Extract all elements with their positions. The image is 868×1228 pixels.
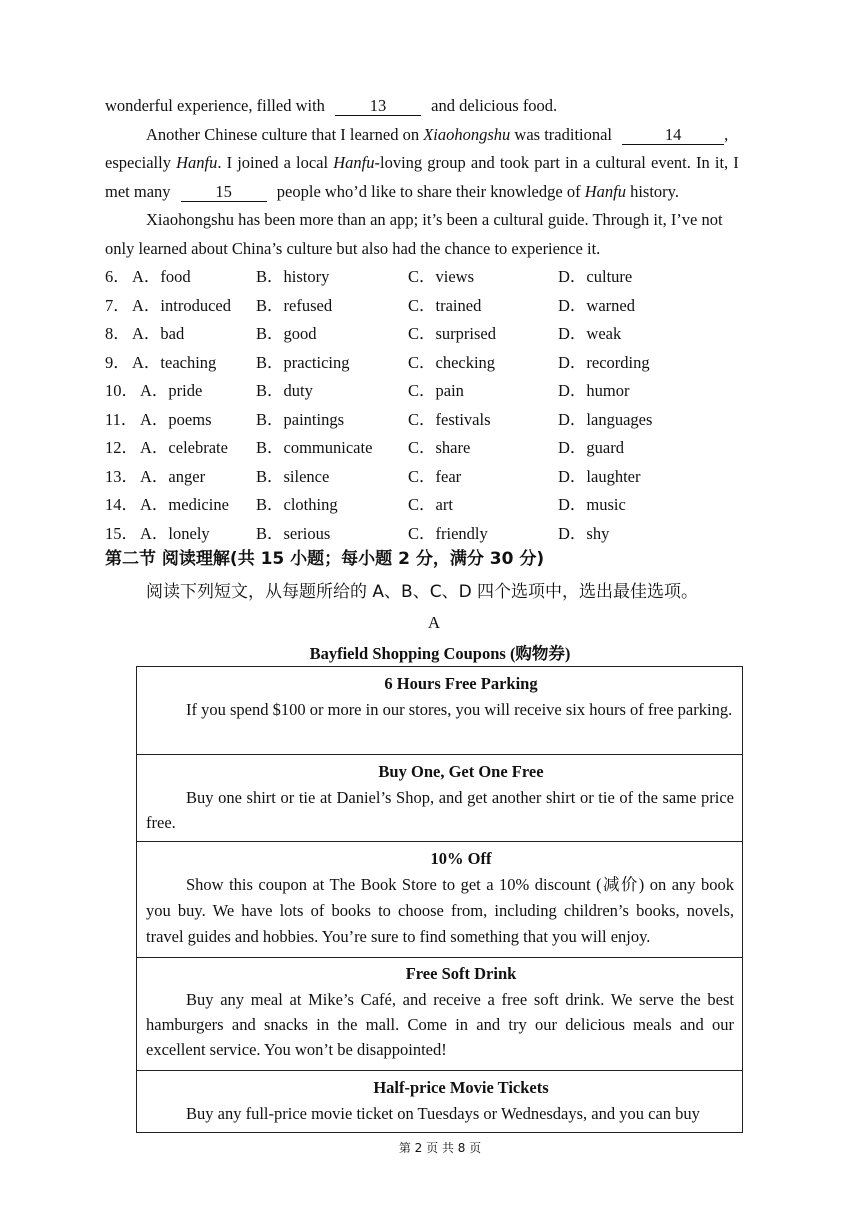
- question-number: 13．: [105, 467, 138, 486]
- passage-text: history.: [630, 182, 679, 201]
- hanfu-term: Hanfu: [176, 153, 218, 172]
- coupon-text: Buy one shirt or tie at Daniel’s Shop, and get another shirt or tie of the same price free.: [146, 788, 734, 832]
- option-d: D．laughter: [558, 467, 641, 486]
- question-row: [105, 410, 785, 430]
- passage-text: people who’d like to share their knowledge of: [276, 182, 581, 201]
- question-number: 15．: [105, 524, 138, 543]
- question-number: 12．: [105, 438, 138, 457]
- question-number: 14．: [105, 495, 138, 514]
- page-footer: 第 2 页 共 8 页: [398, 1141, 482, 1155]
- option-d: D．music: [558, 495, 626, 514]
- passage-text: met many: [105, 182, 171, 201]
- question-number: 10．: [105, 381, 138, 400]
- option-a: A．celebrate: [140, 438, 228, 457]
- coupon-title: Buy One, Get One Free: [378, 762, 544, 781]
- passage-line: [105, 96, 775, 116]
- option-a: A．bad: [132, 324, 185, 343]
- question-row: [105, 267, 785, 287]
- question-row: [105, 495, 785, 515]
- coupon-heading: Bayfield Shopping Coupons (购物券): [309, 644, 571, 663]
- coupon-text: Show this coupon at The Book Store to get a 10% discount (减价) on any book you buy. We have lots of books to choose from, including children’s books, novels, travel guides and hobbies. You’re sure to find something that you will enjoy.: [146, 875, 734, 946]
- option-b: B．practicing: [256, 353, 350, 372]
- option-d: D．shy: [558, 524, 610, 543]
- option-b: B．serious: [256, 524, 331, 543]
- coupon-cell: [137, 958, 742, 1071]
- passage-text: only learned about China’s culture but also had the chance to experience it.: [105, 239, 601, 258]
- question-number: 11．: [105, 410, 138, 429]
- option-a: A．pride: [140, 381, 203, 400]
- option-d: D．languages: [558, 410, 653, 429]
- question-number: 6．: [105, 267, 130, 286]
- passage-text: especially: [105, 153, 171, 172]
- passage-text: Xiaohongshu has been more than an app; it’s been a cultural guide. Through it, I’ve not: [146, 210, 723, 229]
- passage-text: was traditional: [514, 125, 613, 144]
- coupon-title: 10% Off: [430, 849, 492, 868]
- question-row: [105, 324, 785, 344]
- passage-line: [105, 182, 775, 202]
- blank-15: 15: [181, 183, 267, 202]
- hanfu-term: Hanfu: [584, 182, 626, 201]
- option-a: A．anger: [140, 467, 206, 486]
- question-number: 8．: [105, 324, 130, 343]
- coupon-text: If you spend $100 or more in our stores, you will receive six hours of free parking.: [186, 700, 733, 719]
- option-b: B．clothing: [256, 495, 338, 514]
- passage-text: wonderful experience, filled with: [105, 96, 325, 115]
- option-d: D．weak: [558, 324, 622, 343]
- passage-line: [146, 125, 775, 145]
- coupon-title: Free Soft Drink: [405, 964, 517, 983]
- question-number: 7．: [105, 296, 130, 315]
- coupon-cell: [137, 667, 742, 755]
- coupon-cell: [137, 755, 742, 842]
- question-row: [105, 353, 785, 373]
- coupon-title: 6 Hours Free Parking: [384, 674, 538, 693]
- option-a: A．poems: [140, 410, 212, 429]
- coupon-cell: [137, 1071, 742, 1132]
- option-c: C．friendly: [408, 524, 488, 543]
- option-b: B．silence: [256, 467, 330, 486]
- option-a: A．lonely: [140, 524, 210, 543]
- option-c: C．fear: [408, 467, 462, 486]
- option-b: B．communicate: [256, 438, 373, 457]
- option-c: C．trained: [408, 296, 482, 315]
- option-c: C．views: [408, 267, 474, 286]
- option-a: A．medicine: [140, 495, 229, 514]
- option-d: D．humor: [558, 381, 630, 400]
- option-b: B．refused: [256, 296, 333, 315]
- question-row: [105, 524, 785, 544]
- question-row: [105, 381, 785, 401]
- option-d: D．guard: [558, 438, 624, 457]
- option-a: A．introduced: [132, 296, 231, 315]
- option-b: B．paintings: [256, 410, 345, 429]
- option-c: C．checking: [408, 353, 496, 372]
- passage-label: A: [427, 613, 441, 632]
- question-number: 9．: [105, 353, 130, 372]
- coupon-body: [146, 872, 734, 950]
- question-row: [105, 438, 785, 458]
- option-d: D．recording: [558, 353, 650, 372]
- section-heading: 第二节 阅读理解(共 15 小题；每小题 2 分，满分 30 分): [105, 549, 545, 569]
- coupon-text: Buy any full-price movie ticket on Tuesdays or Wednesdays, and you can buy: [186, 1104, 700, 1123]
- coupon-body: [146, 1101, 734, 1126]
- hanfu-term: Hanfu: [333, 153, 375, 172]
- option-a: A．food: [132, 267, 191, 286]
- coupon-title: Half-price Movie Tickets: [373, 1078, 549, 1097]
- passage-text: ,: [724, 125, 729, 144]
- option-d: D．warned: [558, 296, 635, 315]
- option-b: B．duty: [256, 381, 313, 400]
- passage-text: and delicious food.: [431, 96, 558, 115]
- app-name: Xiaohongshu: [423, 125, 511, 144]
- passage-line: [105, 153, 775, 173]
- question-row: [105, 296, 785, 316]
- section-instruction: 阅读下列短文，从每题所给的 A、B、C、D 四个选项中，选出最佳选项。: [146, 582, 699, 602]
- passage-text: Another Chinese culture that I learned on: [146, 125, 420, 144]
- coupon-body: [146, 785, 734, 835]
- passage-text: -loving group and took part in a cultural event. In it, I: [374, 153, 739, 172]
- option-a: A．teaching: [132, 353, 217, 372]
- coupon-body: [146, 697, 734, 722]
- option-c: C．surprised: [408, 324, 496, 343]
- option-c: C．art: [408, 495, 453, 514]
- option-c: C．festivals: [408, 410, 491, 429]
- blank-13: 13: [335, 97, 421, 116]
- coupon-table: [136, 666, 743, 1133]
- option-c: C．share: [408, 438, 471, 457]
- option-b: B．history: [256, 267, 330, 286]
- question-row: [105, 467, 785, 487]
- passage-line: [105, 239, 775, 259]
- coupon-body: [146, 987, 734, 1062]
- passage-text: . I joined a local: [217, 153, 329, 172]
- passage-line: [146, 210, 775, 230]
- coupon-text: Buy any meal at Mike’s Café, and receive a free soft drink. We serve the best hamburgers and snacks in the mall. Come in and try our delicious meals and our excellent service. You won’t be disappointed!: [146, 990, 734, 1059]
- option-b: B．good: [256, 324, 317, 343]
- coupon-cell: [137, 842, 742, 958]
- blank-14: 14: [622, 126, 724, 145]
- option-c: C．pain: [408, 381, 464, 400]
- option-d: D．culture: [558, 267, 633, 286]
